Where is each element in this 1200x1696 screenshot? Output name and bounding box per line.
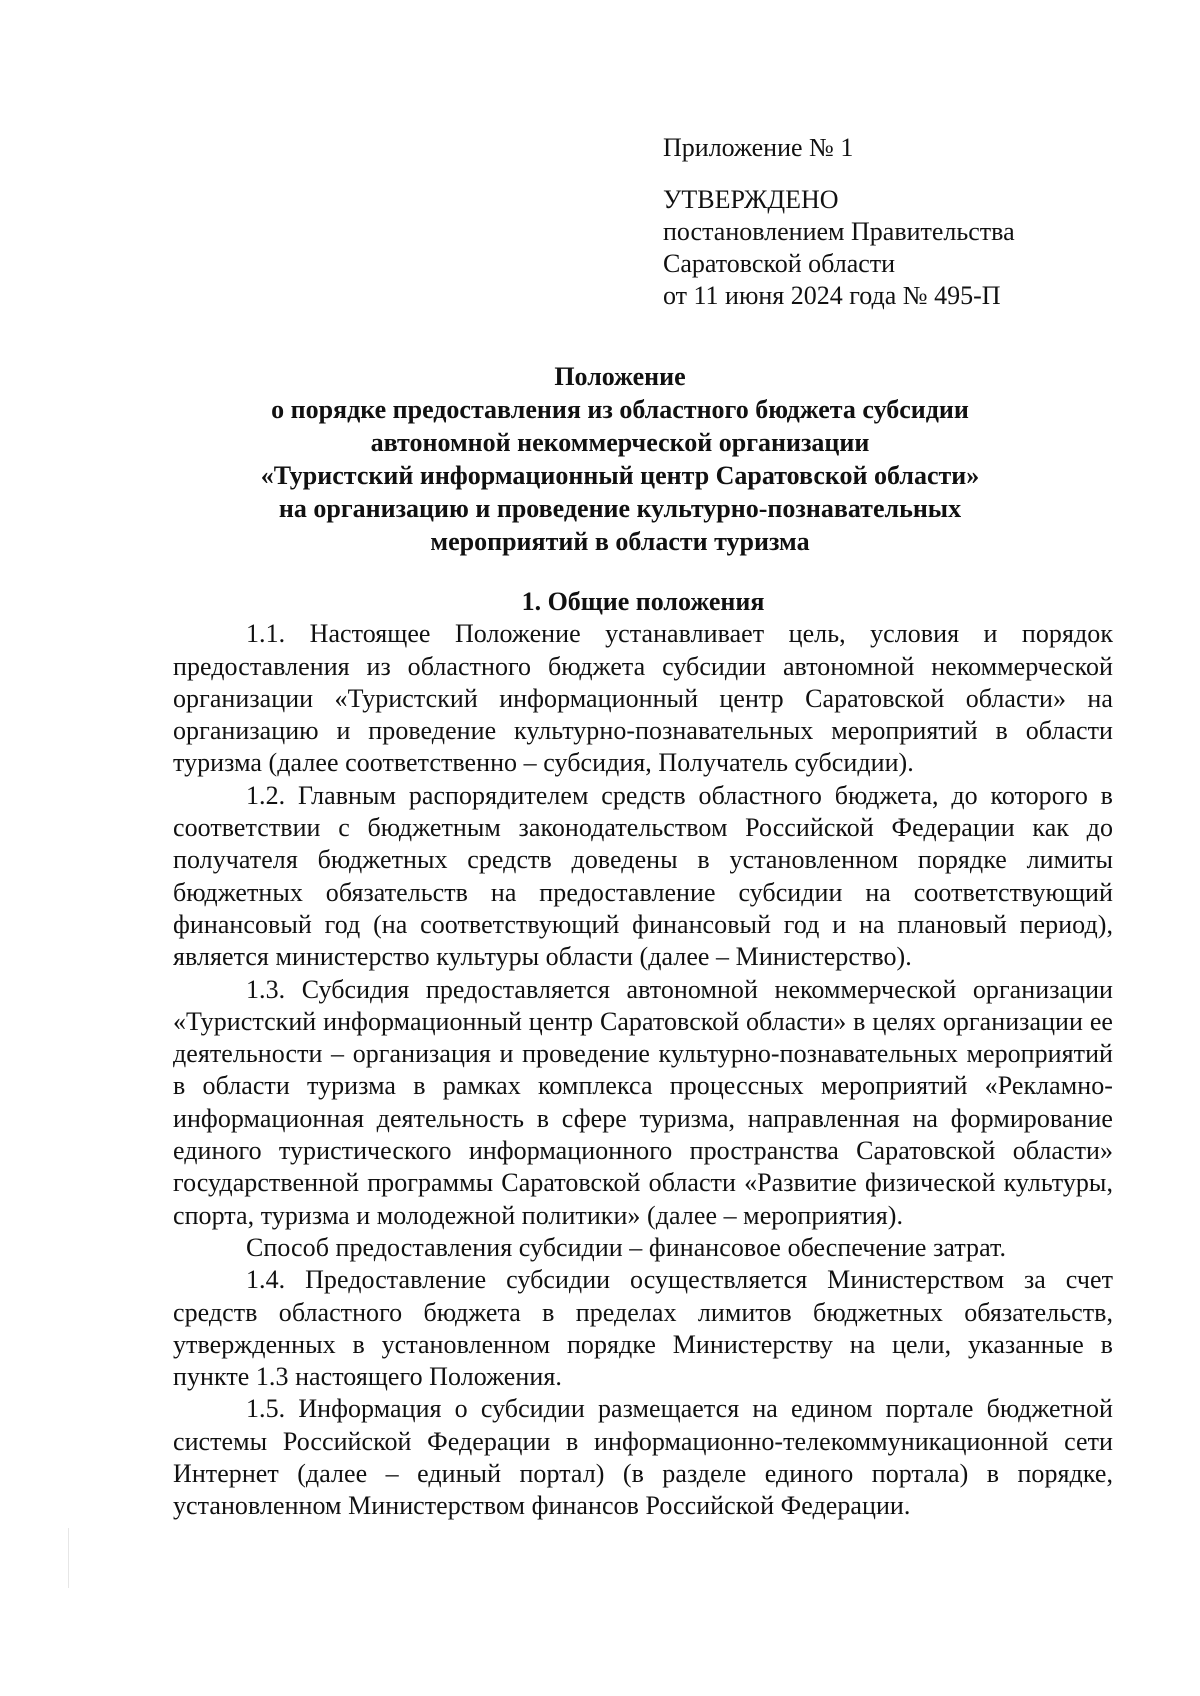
title-line: Положение bbox=[554, 362, 686, 391]
paragraph-method: Способ предоставления субсидии – финансовое обеспечение затрат. bbox=[246, 1232, 1007, 1262]
approval-line: постановлением Правительства bbox=[663, 217, 1015, 246]
paragraph-1-2: 1.2. Главным распорядителем средств областного бюджета, до которого в соответствии с бюджетным законодательством Российской Федерации как до получателя бюджетных средств доведены в установленном порядке лимиты бюджетных обязательств на предоставление субсидии на соответствующий финансовый год (на соответствующий финансовый год и на плановый период), является министерство культуры области (далее – Министерство). bbox=[173, 780, 1113, 972]
title-line: на организацию и проведение культурно-познавательных bbox=[278, 494, 962, 523]
paragraph-1-5: 1.5. Информация о субсидии размещается на едином портале бюджетной системы Российской Федерации в информационно-телекоммуникационной сети Интернет (далее – единый портал) (в разделе единого портала) в порядке, установленном Министерством финансов Российской Федерации. bbox=[173, 1394, 1113, 1521]
approval-date-line: от 11 июня 2024 года № 495-П bbox=[663, 281, 1001, 310]
section-heading: 1. Общие положения bbox=[521, 587, 765, 616]
scan-artifact bbox=[68, 1528, 69, 1588]
title-line: «Туристский информационный центр Саратовской области» bbox=[260, 461, 980, 490]
approval-line: Саратовской области bbox=[663, 249, 896, 278]
approval-stamp bbox=[663, 132, 1083, 312]
title-line: мероприятий в области туризма bbox=[430, 527, 810, 556]
paragraph-1-4: 1.4. Предоставление субсидии осуществляется Министерством за счет средств областного бюджета в пределах лимитов бюджетных обязательств, утвержденных в установленном порядке Министерству на цели, указанные в пункте 1.3 настоящего Положения. bbox=[173, 1265, 1113, 1392]
paragraph-1-1: 1.1. Настоящее Положение устанавливает цель, условия и порядок предоставления из областного бюджета субсидии автономной некоммерческой организации «Туристский информационный центр Саратовской области» на организацию и проведение культурно-познавательных мероприятий в области туризма (далее соответственно – субсидия, Получатель субсидии). bbox=[173, 619, 1113, 778]
document-title bbox=[150, 360, 1090, 558]
paragraph-1-3: 1.3. Субсидия предоставляется автономной некоммерческой организации «Туристский информационный центр Саратовской области» в целях организации ее деятельности – организация и проведение культурно-познавательных мероприятий в области туризма в рамках комплекса процессных мероприятий «Рекламно-информационная деятельность в сфере туризма, направленная на формирование единого туристического информационного пространства Саратовской области» государственной программы Саратовской области «Развитие физической культуры, спорта, туризма и молодежной политики» (далее – мероприятия). bbox=[173, 974, 1113, 1230]
title-line: о порядке предоставления из областного бюджета субсидии bbox=[271, 395, 969, 424]
annex-number: Приложение № 1 bbox=[663, 133, 854, 162]
title-line: автономной некоммерческой организации bbox=[370, 428, 870, 457]
document-body bbox=[173, 586, 1113, 1523]
approved-label: УТВЕРЖДЕНО bbox=[663, 185, 839, 214]
